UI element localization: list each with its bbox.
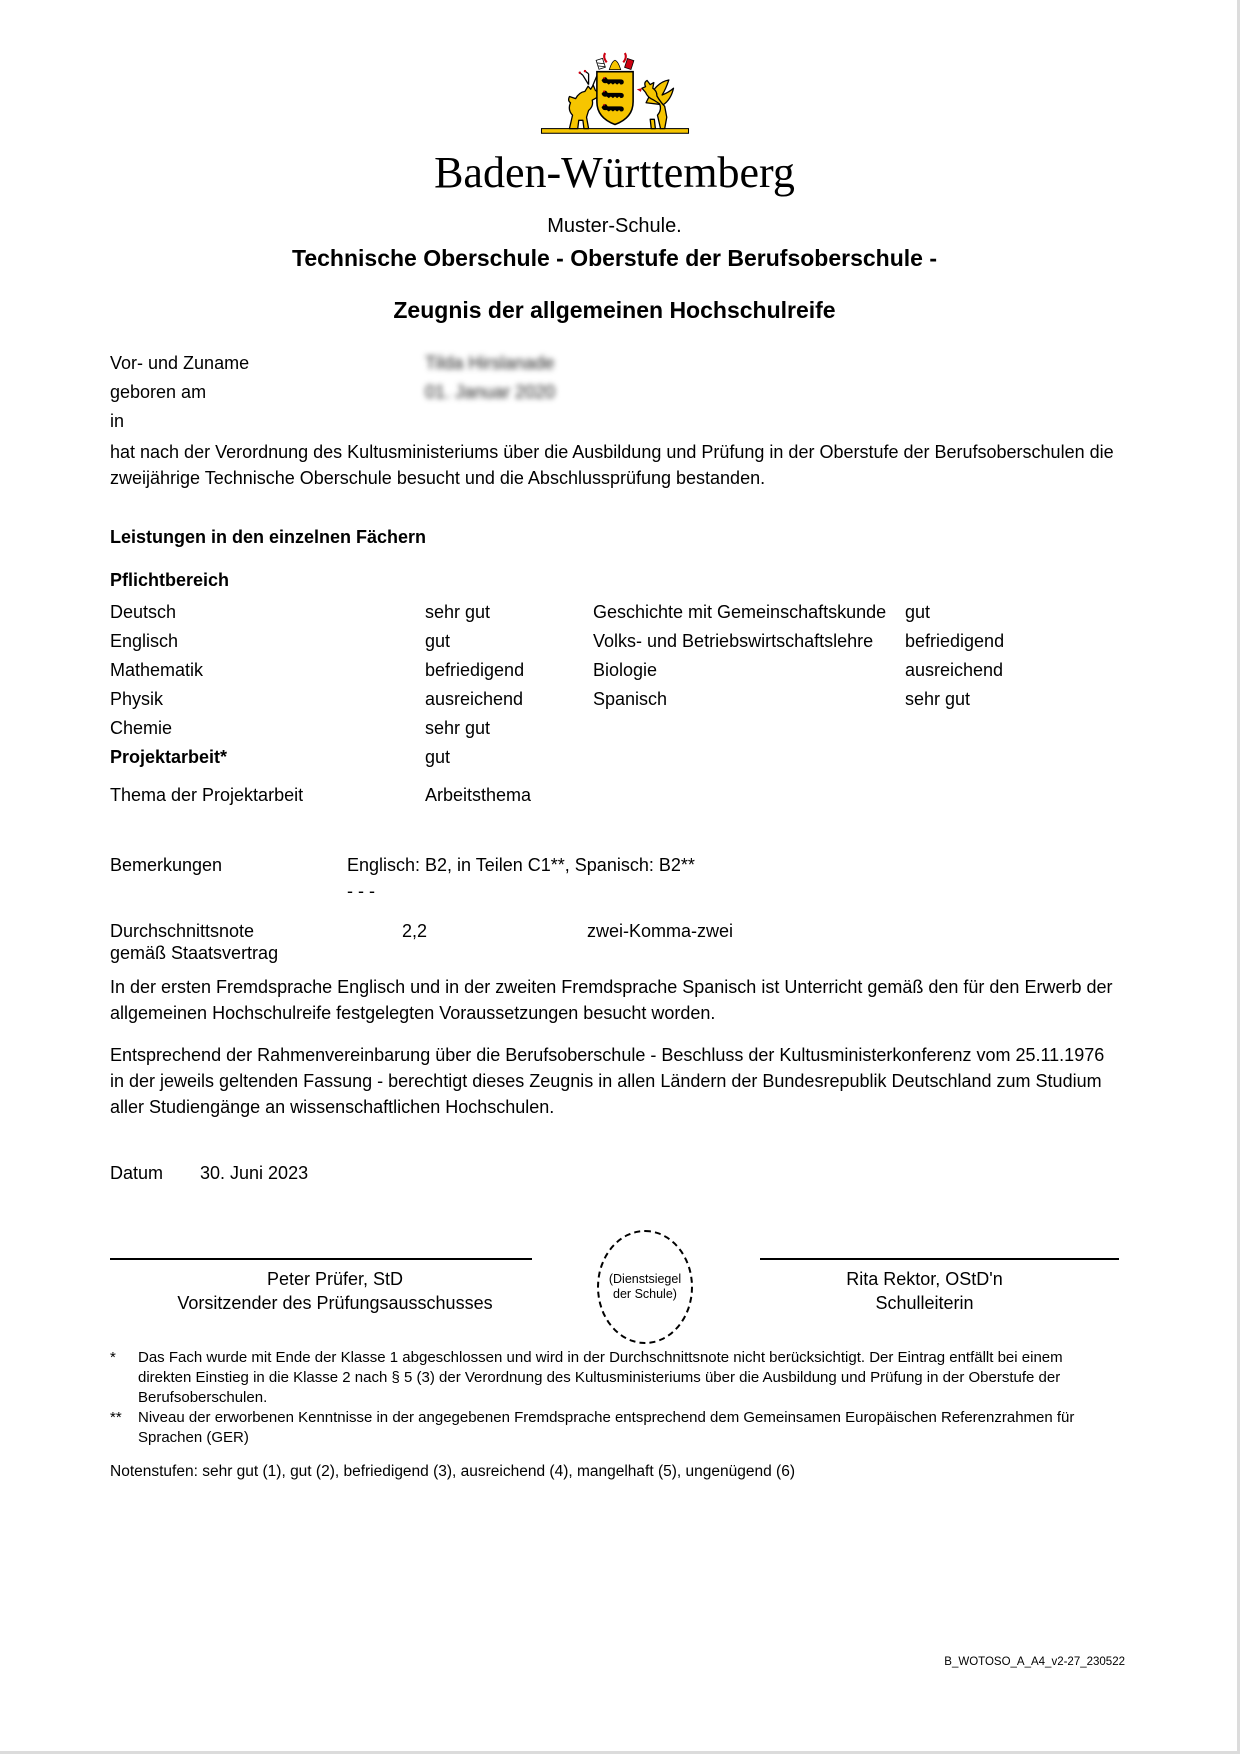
birthplace-value [425,410,1119,432]
table-row [110,601,1119,623]
date-label: Datum [110,1163,164,1183]
subject-label: Deutsch [110,602,177,622]
average-label-line2: gemäß Staatsvertrag [110,943,279,963]
project-theme-label: Thema der Projektarbeit [110,785,304,805]
date-value: 30. Juni 2023 [200,1163,309,1183]
grade-value: ausreichend [905,660,1004,680]
grade-value: befriedigend [905,631,1005,651]
grade-value [905,746,1119,768]
subject-label: Chemie [110,718,173,738]
grade-value: sehr gut [905,689,971,709]
intro-paragraph: hat nach der Verordnung des Kultusministeriums über die Ausbildung und Prüfung in der Oberstufe der Berufsoberschulen die zweijährige Technische Oberschule besucht und die Abschlussprüfung bestanden. [110,442,1114,488]
recognition-paragraph: Entsprechend der Rahmenvereinbarung über die Berufsoberschule - Beschluss der Kultusministerkonferenz vom 25.11.1976 in der jeweils geltenden Fassung - berechtigt dieses Zeugnis in allen Ländern der Bundesrepublik Deutschland zum Studium aller Studiengänge an wissenschaftlichen Hochschulen. [110,1045,1105,1117]
subject-label: Projektarbeit* [110,747,228,767]
signature-block [110,1258,1119,1344]
project-theme-value: Arbeitsthema [425,785,532,805]
signature-right [730,1258,1119,1315]
field-birthdate [110,381,1119,403]
birthdate-label: geboren am [110,382,207,402]
grading-scale: Notenstufen: sehr gut (1), gut (2), befriedigend (3), ausreichend (4), mangelhaft (5), ungenügend (6) [110,1463,795,1480]
footnotes [110,1348,1119,1448]
subject-label: Volks- und Betriebswirtschaftslehre [593,631,874,651]
subject-label: Biologie [593,660,658,680]
signature-left [110,1258,560,1315]
name-label: Vor- und Zuname [110,353,250,373]
footnote-double-asterisk [110,1408,1119,1448]
seal-wrap [560,1258,730,1344]
grades-table [110,601,1119,768]
table-row [110,659,1119,681]
results-heading: Leistungen in den einzelnen Fächern [110,527,427,547]
subject-label [593,717,905,739]
remarks-label: Bemerkungen [110,855,223,875]
grade-value: gut [905,602,931,622]
subject-label: Physik [110,689,164,709]
table-row [110,688,1119,710]
certificate-title-line2: Zeugnis der allgemeinen Hochschulreife [393,297,836,323]
project-theme-row [110,784,1119,806]
table-row [110,630,1119,652]
signature-line-right [760,1258,1119,1260]
average-grade-row [110,920,1119,964]
average-label-line1: Durchschnittsnote [110,921,255,941]
baden-wuerttemberg-coat-of-arms-icon [530,52,700,140]
footnote-marker: ** [110,1409,122,1426]
table-row [110,717,1119,739]
date-row [110,1162,1119,1184]
average-value-text: zwei-Komma-zwei [587,921,734,941]
field-name [110,352,1119,374]
grade-value: sehr gut [425,602,491,622]
remarks-value [347,854,1119,902]
remarks-line2: - - - [347,881,375,901]
student-fields [110,352,1119,432]
coat-of-arms-wrap [110,52,1119,145]
subject-label [593,746,905,768]
region-title: Baden-Württemberg [434,148,795,197]
birthplace-label: in [110,411,125,431]
subject-label: Geschichte mit Gemeinschaftskunde [593,602,887,622]
subject-label: Mathematik [110,660,204,680]
average-label [110,920,402,964]
average-value-numeric: 2,2 [402,921,428,941]
name-value-redacted: Tilda Hirslanade [425,353,555,373]
subject-label: Englisch [110,631,179,651]
signature-line-left [110,1258,532,1260]
form-code: B_WOTOSO_A_A4_v2-27_230522 [944,1656,1125,1668]
school-name: Muster-Schule. [547,215,682,237]
remarks-line1: Englisch: B2, in Teilen C1**, Spanisch: B2** [347,855,695,875]
grade-value: sehr gut [425,718,491,738]
signatory-right-role: Schulleiterin [875,1293,974,1313]
grade-value: befriedigend [425,660,525,680]
official-seal [597,1230,693,1344]
remarks-row [110,854,1119,902]
footnote-single-asterisk [110,1348,1119,1408]
grade-value [905,717,1119,739]
footnote-text: Niveau der erworbenen Kenntnisse in der angegebenen Fremdsprache entsprechend dem Gemeinsamen Europäischen Referenzrahmen für Sprachen (GER) [138,1409,1075,1446]
field-birthplace [110,410,1119,432]
grade-value: ausreichend [425,689,524,709]
signatory-right-name: Rita Rektor, OStD'n [846,1269,1003,1289]
seal-line2: der Schule) [613,1287,677,1301]
seal-line1: (Dienstsiegel [608,1272,682,1286]
results-subheading: Pflichtbereich [110,570,230,590]
signatory-left-name: Peter Prüfer, StD [266,1269,404,1289]
footnote-text: Das Fach wurde mit Ende der Klasse 1 abgeschlossen und wird in der Durchschnittsnote nicht berücksichtigt. Der Eintrag entfällt bei einem direkten Einstieg in die Klasse 2 nach § 5 (3) der Verordnung des Kultusministeriums über die Ausbildung und Prüfung in der Oberstufe der Berufsoberschulen. [138,1349,1063,1406]
certificate-title-line1: Technische Oberschule - Oberstufe der Berufsoberschule - [291,245,938,271]
birthdate-value-redacted: 01. Januar 2020 [425,382,556,402]
footnote-marker: * [110,1349,116,1366]
grade-value: gut [425,747,451,767]
table-row [110,746,1119,768]
languages-paragraph: In der ersten Fremdsprache Englisch und in der zweiten Fremdsprache Spanisch ist Unterricht gemäß den für den Erwerb der allgemeinen Hochschulreife festgelegten Voraussetzungen besucht worden. [110,977,1113,1023]
subject-label: Spanisch [593,689,668,709]
grade-value: gut [425,631,451,651]
signatory-left-role: Vorsitzender des Prüfungsausschusses [177,1293,493,1313]
